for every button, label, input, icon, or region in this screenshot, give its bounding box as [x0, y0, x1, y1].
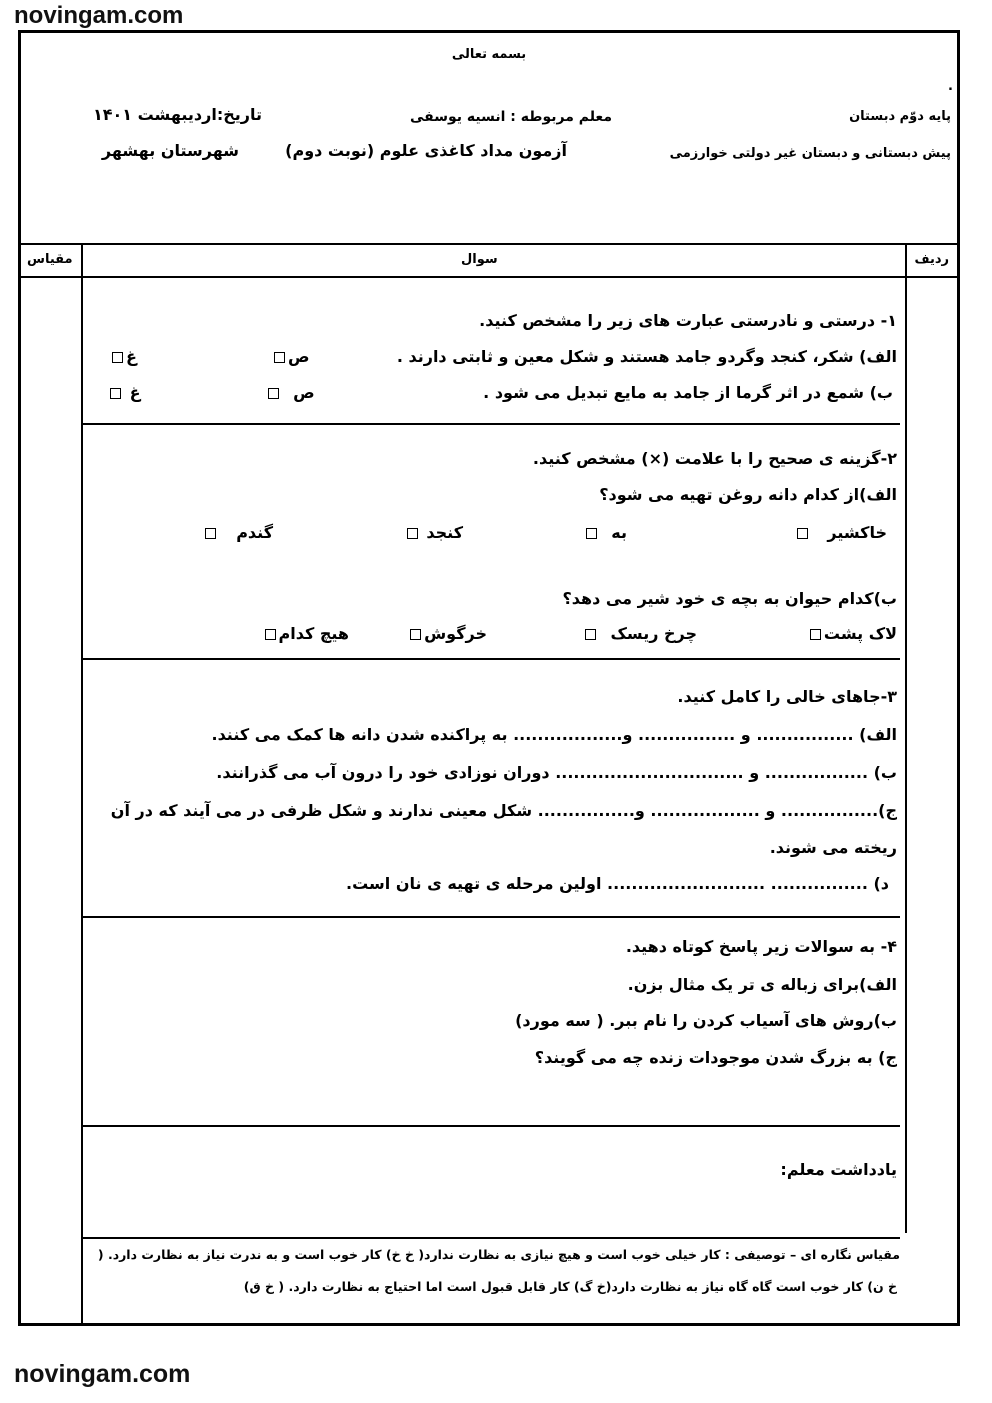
q2-b-option-4-label: هیچ کدام: [278, 624, 349, 643]
checkbox-icon[interactable]: [407, 528, 418, 539]
q2-b-option-1[interactable]: [807, 624, 897, 643]
checkbox-icon[interactable]: [810, 629, 821, 640]
teacher-label: معلم مربوطه : انسیه یوسفی: [410, 109, 612, 125]
q2-a-option-2[interactable]: [583, 523, 627, 542]
basmala: بسمه تعالی: [451, 47, 527, 62]
q2-a-option-3[interactable]: [404, 523, 463, 542]
q2-divider: [81, 658, 900, 660]
q2-b-option-3-label: خرگوش: [424, 624, 487, 643]
date-label: تاریخ:اردیبهشت ۱۴۰۱: [92, 105, 262, 124]
watermark-top: novingam.com: [14, 2, 184, 29]
q3-item-d: د) ................ .......................... اولین مرحله ی تهیه ی نان است.: [346, 874, 889, 893]
checkbox-icon[interactable]: [274, 352, 285, 363]
q2-b-option-2-label: چرخ ریسک: [610, 624, 697, 643]
q2-a-option-4[interactable]: [202, 523, 273, 542]
q4-title: ۴- به سوالات زیر پاسخ کوتاه دهید.: [625, 937, 897, 956]
q1-title: ۱- درستی و نادرستی عبارت های زیر را مشخص کنید.: [479, 311, 897, 330]
checkbox-icon[interactable]: [586, 528, 597, 539]
q4-divider: [81, 1125, 900, 1127]
checkbox-icon[interactable]: [112, 352, 123, 363]
school-name: پیش دبستانی و دبستان غیر دولتی خوارزمی: [669, 146, 951, 161]
checkbox-icon[interactable]: [110, 388, 121, 399]
q1-a-true-label: ص: [288, 347, 310, 366]
checkbox-icon[interactable]: [265, 629, 276, 640]
q2-a-option-1[interactable]: [794, 523, 887, 542]
city-label: شهرستان بهشهر: [101, 141, 239, 160]
q2-b-option-4[interactable]: [262, 624, 349, 643]
q4-item-c: ج) به بزرگ شدن موجودات زنده چه می گویند؟: [534, 1048, 897, 1067]
header-divider-bottom: [21, 276, 957, 278]
col-divider-row: [905, 243, 907, 1233]
checkbox-icon[interactable]: [797, 528, 808, 539]
q2-a-option-2-label: به: [611, 523, 627, 542]
col-header-scale: مقیاس: [27, 252, 73, 267]
teacher-note-label: یادداشت معلم:: [780, 1160, 897, 1179]
q1-item-a: الف) شکر، کنجد وگردو جامد هستند و شکل معین و ثابتی دارند .: [396, 347, 897, 366]
q2-b-option-3[interactable]: [407, 624, 487, 643]
q3-title: ۳-جاهای خالی را کامل کنید.: [677, 687, 897, 706]
q1-item-b: ب) شمع در اثر گرما از جامد به مایع تبدیل می شود .: [483, 383, 893, 402]
grade-label: پایه دوّم دبستان: [849, 109, 951, 124]
q1-a-false-option[interactable]: [109, 347, 137, 366]
q3-item-a: الف) ................ و ................ و.................. به پراکنده شدن دانه ها کمک می کنند.: [211, 725, 897, 744]
q4-item-b: ب)روش های آسیاب کردن را نام ببر. ( سه مورد): [515, 1011, 897, 1030]
checkbox-icon[interactable]: [410, 629, 421, 640]
header-dot: .: [948, 79, 953, 94]
q2-b-option-1-label: لاک پشت: [823, 624, 897, 643]
q1-b-true-option[interactable]: [265, 383, 315, 402]
note-divider: [81, 1237, 900, 1239]
q1-a-false-label: غ: [126, 347, 137, 366]
q2-item-b: ب)کدام حیوان به بچه ی خود شیر می دهد؟: [562, 589, 897, 608]
q2-a-option-3-label: کنجد: [426, 523, 463, 542]
footer-scale-line1: مقیاس نگاره ای – توصیفی : کار خیلی خوب است و هیچ نیازی به نظارت ندارد( خ خ) کار خوب است و به ندرت نیاز به نظارت دارد. (: [97, 1247, 900, 1262]
watermark-bottom: novingam.com: [14, 1360, 191, 1388]
q3-item-c-continued: ریخته می شوند.: [769, 838, 897, 857]
footer-scale-line2: خ ن) کار خوب است گاه گاه نیاز به نظارت دارد(خ گ) کار قابل قبول است اما احتیاج به نظارت دارد. ( خ ق): [243, 1279, 897, 1294]
q3-divider: [81, 916, 900, 918]
checkbox-icon[interactable]: [585, 629, 596, 640]
q2-item-a: الف)از کدام دانه روغن تهیه می شود؟: [599, 485, 897, 504]
q2-a-option-4-label: گندم: [236, 523, 273, 542]
col-divider-scale: [81, 243, 83, 1323]
q2-b-option-2[interactable]: [582, 624, 697, 643]
header-divider-top: [21, 243, 957, 245]
q2-title: ۲-گزینه ی صحیح را با علامت (×) مشخص کنید.: [532, 449, 897, 468]
exam-title: آزمون مداد کاغذی علوم (نوبت دوم): [285, 141, 567, 160]
checkbox-icon[interactable]: [268, 388, 279, 399]
col-header-question: سوال: [461, 252, 498, 267]
q1-b-false-label: غ: [129, 383, 141, 402]
q3-item-c: ج)................ و .................. و................ شکل معینی ندارند و شکل ظرفی در می آیند که در آن: [110, 801, 897, 820]
q2-a-option-1-label: خاکشیر: [827, 523, 887, 542]
exam-sheet: [18, 30, 960, 1326]
q1-b-true-label: ص: [293, 383, 315, 402]
q4-item-a: الف)برای زباله ی تر یک مثال بزن.: [627, 975, 897, 994]
q1-b-false-option[interactable]: [107, 383, 141, 402]
q1-a-true-option[interactable]: [271, 347, 310, 366]
q1-divider: [81, 423, 900, 425]
q3-item-b: ب) ................. و ............................... دوران نوزادی خود را درون آب می گذرانند.: [216, 763, 897, 782]
checkbox-icon[interactable]: [205, 528, 216, 539]
col-header-row: ردیف: [914, 252, 949, 267]
